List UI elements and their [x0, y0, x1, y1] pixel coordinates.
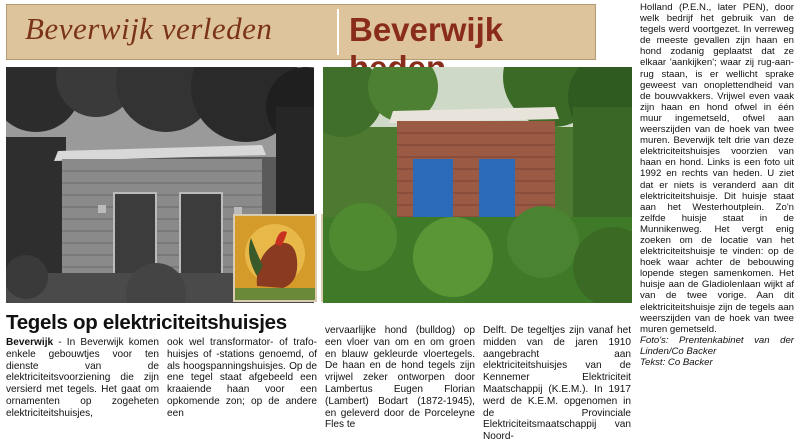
- text-credit: Tekst: Co Backer: [640, 357, 713, 368]
- banner: [6, 4, 596, 60]
- article-column-1: [6, 337, 159, 420]
- photo-present: [323, 67, 632, 303]
- rooster-tile: [233, 214, 317, 302]
- article-column-2: [167, 337, 317, 420]
- article-col4-text: Delft. De tegeltjes zijn vanaf het midden van de jaren 1910 aangebracht aan elektriciteitshuisjes van de Kennemer Elektriciteit Maatschappij (K.E.M.). In 1917 werd de K.E.M. opgenomen in de Provinciale Elektriciteitsmaatschappij van Noord-: [483, 325, 631, 443]
- article-col5-text: Holland (P.E.N., later PEN), door welk bedrijf het gebruik van de tegels werd voortgezet. In verreweg de meeste gevallen zijn haan en hond zodanig geplaatst dat ze elkaar 'aankijken'; waar zij rug-aan-rug staan, is er wellicht sprake geweest van onoplettendheid van de bouwvakkers. Vrijwel even vaak zijn haan en hond ofwel in één muur ingemetseld, ofwel aan weerszijden van de hoek van twee muren. Beverwijk telt drie van deze elektriciteitshuisjes voorzien van haan en hond. Links is een foto uit 1992 en rechts van heden. U ziet dat er niets is veranderd aan dit elektriciteitshuisje. Dit huisje staat aan het Westerhoutplein. Zo'n zelfde huisje staat in de Munnikenweg. Het vergt enig zoeken om de locatie van het elektriciteitshuisje te vinden: op de hoek waar achter de bebouwing lopende stegen samenkomen. Het huisje aan de Gladiolenlaan wijkt af van de twee vorige. Aan dit elektriciteitshuisje zijn de tegels aan weerszijden van de hoek van twee muren gemetseld.: [640, 2, 794, 335]
- article-column-4: [483, 325, 631, 443]
- article-col1-text: - In Beverwijk komen enkele gebouwtjes voor ten dienste van de elektriciteitsvoorziening die zijn versierd met tegels. Het gaat om ornamenten op zogeheten elektriciteitshuisjes,: [6, 337, 159, 419]
- article-col2-text: ook wel transformator- of trafo-huisjes of -stations genoemd, of als hoogspanningshuisjes. Op de ene tegel staat afgebeeld een kraaiende haan voor een opkomende zon; op de andere een: [167, 337, 317, 419]
- banner-title-present: Beverwijk: [349, 11, 504, 48]
- article-lead: Beverwijk: [6, 337, 54, 348]
- article-headline: Tegels op elektriciteitshuisjes: [6, 311, 287, 334]
- article-column-5: [640, 2, 794, 368]
- article-col3-text: vervaarlijke hond (bulldog) op een vloer van om en om groen en blauw gekleurde vloertegels. De haan en de hond tegels zijn vrijwel zeker ontworpen door Lambertus Eugen Florian (Lambert) Bodart (1872-1945), en geleverd door de Porceleyne Fles te: [325, 325, 475, 431]
- banner-divider: [337, 9, 339, 55]
- photo-credit: Foto's: Prentenkabinet van der Linden/Co Backer: [640, 334, 794, 357]
- banner-title-past: Beverwijk verleden: [25, 11, 273, 46]
- article-column-3: [325, 325, 475, 431]
